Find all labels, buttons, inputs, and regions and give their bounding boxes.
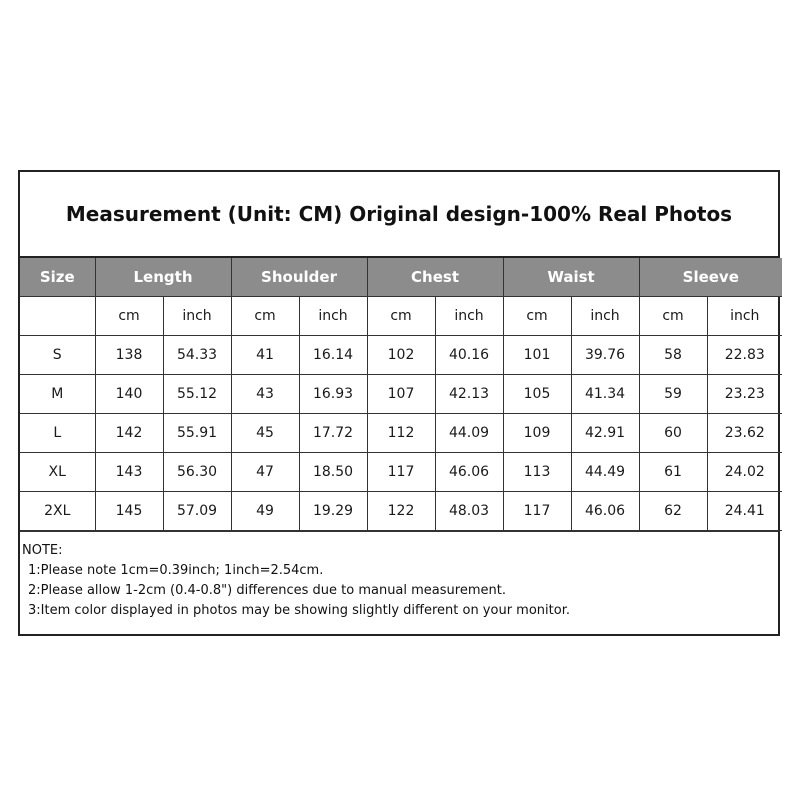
measurement-cell: 145 <box>95 491 163 530</box>
table-row <box>20 491 782 530</box>
note-line: 2:Please allow 1-2cm (0.4-0.8") differences due to manual measurement. <box>28 582 506 598</box>
size-label-cell: XL <box>20 452 95 491</box>
measurement-cell: 58 <box>639 335 707 374</box>
header-chest: Chest <box>367 258 503 296</box>
unit-cell: inch <box>435 296 503 335</box>
note-line: 1:Please note 1cm=0.39inch; 1inch=2.54cm. <box>28 562 324 578</box>
unit-cell: inch <box>163 296 231 335</box>
measurement-cell: 112 <box>367 413 435 452</box>
measurement-cell: 23.62 <box>707 413 782 452</box>
measurement-cell: 117 <box>367 452 435 491</box>
measurement-cell: 44.49 <box>571 452 639 491</box>
measurement-cell: 140 <box>95 374 163 413</box>
measurement-cell: 18.50 <box>299 452 367 491</box>
table-row <box>20 413 782 452</box>
measurement-cell: 105 <box>503 374 571 413</box>
measurement-cell: 22.83 <box>707 335 782 374</box>
unit-cell: cm <box>639 296 707 335</box>
measurement-cell: 109 <box>503 413 571 452</box>
header-length: Length <box>95 258 231 296</box>
measurement-cell: 122 <box>367 491 435 530</box>
measurement-cell: 41 <box>231 335 299 374</box>
measurement-cell: 48.03 <box>435 491 503 530</box>
measurement-cell: 113 <box>503 452 571 491</box>
note-line: 3:Item color displayed in photos may be showing slightly different on your monitor. <box>28 602 570 618</box>
measurement-cell: 16.93 <box>299 374 367 413</box>
measurement-cell: 24.41 <box>707 491 782 530</box>
chart-title: Measurement (Unit: CM) Original design-100% Real Photos <box>20 172 778 258</box>
table-row <box>20 335 782 374</box>
size-label-cell: 2XL <box>20 491 95 530</box>
table-row <box>20 374 782 413</box>
measurement-cell: 39.76 <box>571 335 639 374</box>
unit-cell: cm <box>231 296 299 335</box>
measurement-cell: 54.33 <box>163 335 231 374</box>
measurement-cell: 57.09 <box>163 491 231 530</box>
unit-row <box>20 296 782 335</box>
header-waist: Waist <box>503 258 639 296</box>
size-label-cell: M <box>20 374 95 413</box>
measurement-cell: 40.16 <box>435 335 503 374</box>
measurement-cell: 59 <box>639 374 707 413</box>
measurement-cell: 42.91 <box>571 413 639 452</box>
measurement-cell: 55.12 <box>163 374 231 413</box>
header-shoulder: Shoulder <box>231 258 367 296</box>
measurement-cell: 102 <box>367 335 435 374</box>
header-sleeve: Sleeve <box>639 258 782 296</box>
measurement-cell: 46.06 <box>571 491 639 530</box>
measurement-cell: 55.91 <box>163 413 231 452</box>
measurement-cell: 49 <box>231 491 299 530</box>
size-chart <box>18 170 780 636</box>
measurement-cell: 46.06 <box>435 452 503 491</box>
measurement-cell: 16.14 <box>299 335 367 374</box>
measurement-cell: 138 <box>95 335 163 374</box>
measurement-cell: 45 <box>231 413 299 452</box>
measurement-cell: 17.72 <box>299 413 367 452</box>
measurement-cell: 43 <box>231 374 299 413</box>
unit-cell: inch <box>707 296 782 335</box>
measurement-cell: 42.13 <box>435 374 503 413</box>
measurement-cell: 19.29 <box>299 491 367 530</box>
measurement-cell: 47 <box>231 452 299 491</box>
unit-cell: cm <box>95 296 163 335</box>
unit-cell: inch <box>299 296 367 335</box>
measurement-cell: 61 <box>639 452 707 491</box>
size-table <box>20 258 782 531</box>
unit-cell <box>20 296 95 335</box>
measurement-cell: 143 <box>95 452 163 491</box>
unit-cell: cm <box>503 296 571 335</box>
group-header-row <box>20 258 782 296</box>
unit-cell: inch <box>571 296 639 335</box>
size-label-cell: S <box>20 335 95 374</box>
measurement-cell: 117 <box>503 491 571 530</box>
measurement-cell: 101 <box>503 335 571 374</box>
header-size: Size <box>20 258 95 296</box>
notes-heading: NOTE: <box>22 542 63 558</box>
measurement-cell: 41.34 <box>571 374 639 413</box>
measurement-cell: 24.02 <box>707 452 782 491</box>
measurement-cell: 107 <box>367 374 435 413</box>
measurement-cell: 142 <box>95 413 163 452</box>
measurement-cell: 44.09 <box>435 413 503 452</box>
table-row <box>20 452 782 491</box>
measurement-cell: 23.23 <box>707 374 782 413</box>
measurement-cell: 62 <box>639 491 707 530</box>
size-label-cell: L <box>20 413 95 452</box>
notes-section <box>20 531 778 621</box>
unit-cell: cm <box>367 296 435 335</box>
measurement-cell: 60 <box>639 413 707 452</box>
measurement-cell: 56.30 <box>163 452 231 491</box>
